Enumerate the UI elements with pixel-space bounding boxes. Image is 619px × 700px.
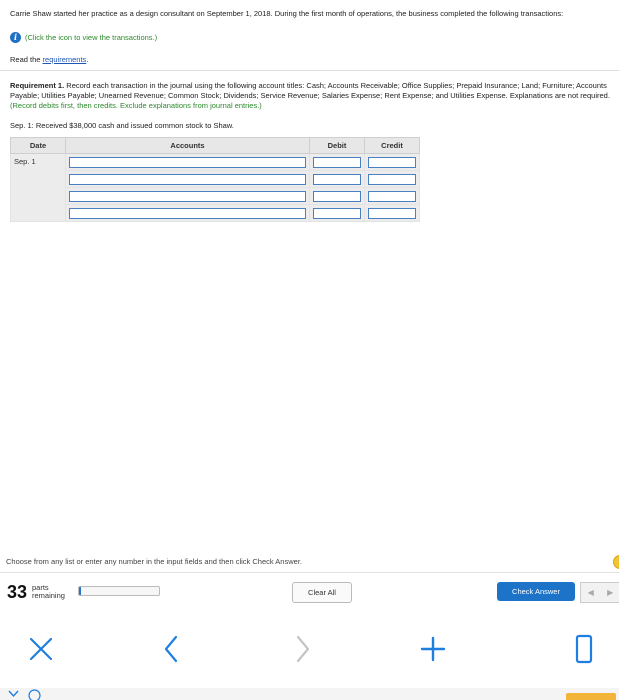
parts-label-line1: parts xyxy=(32,583,49,592)
bottom-instruction: Choose from any list or enter any number in the input fields and then click Check Answer. xyxy=(6,557,302,566)
account-input[interactable] xyxy=(69,157,306,168)
help-icon[interactable] xyxy=(613,555,619,569)
info-circle-icon[interactable] xyxy=(28,689,41,700)
read-requirements xyxy=(10,55,88,64)
part-navigation xyxy=(580,582,619,603)
debit-input[interactable] xyxy=(313,157,361,168)
status-tab xyxy=(566,693,616,700)
add-icon[interactable] xyxy=(416,632,450,666)
forward-icon[interactable] xyxy=(285,632,319,666)
debit-input[interactable] xyxy=(313,174,361,185)
hint-text[interactable]: (Click the icon to view the transactions.) xyxy=(25,32,158,42)
account-input[interactable] xyxy=(69,191,306,202)
section-divider xyxy=(0,70,619,71)
check-answer-button[interactable]: Check Answer xyxy=(497,582,575,601)
table-row xyxy=(11,205,420,222)
parts-count: 33 xyxy=(7,582,28,602)
progress-fill xyxy=(79,587,81,595)
credit-input[interactable] xyxy=(368,157,416,168)
footer-divider xyxy=(0,572,619,573)
table-row xyxy=(11,171,420,188)
clear-all-button[interactable]: Clear All xyxy=(292,582,352,603)
progress-bar xyxy=(78,586,160,596)
requirement-label: Requirement 1. xyxy=(10,81,65,90)
debit-header: Debit xyxy=(310,138,365,154)
transactions-hint xyxy=(10,31,157,43)
credit-input[interactable] xyxy=(368,174,416,185)
journal-table xyxy=(10,137,420,222)
chevron-down-icon[interactable] xyxy=(7,689,20,700)
table-row xyxy=(11,154,420,171)
debit-input[interactable] xyxy=(313,208,361,219)
next-part-icon[interactable]: ▶ xyxy=(607,588,614,597)
account-input[interactable] xyxy=(69,208,306,219)
back-icon[interactable] xyxy=(155,632,189,666)
intro-text: Carrie Shaw started her practice as a design consultant on September 1, 2018. During the first month of operations, the business completed the following transactions: xyxy=(10,9,564,18)
close-icon[interactable] xyxy=(24,632,58,666)
requirements-link[interactable]: requirements xyxy=(42,55,87,64)
requirement-text xyxy=(10,81,610,111)
requirement-instruction: (Record debits first, then credits. Exclude explanations from journal entries.) xyxy=(10,101,262,110)
requirement-body: Record each transaction in the journal using the following account titles: Cash; Accounts Receivable; Office Supplies; Prepaid Insurance; Land; Furniture; Accounts Payable; Utilities Payable; Unearned Revenue; Common Stock; Dividends; Service Revenue; Salaries Expense; Rent Expense; and Utilities Expense. Explanations are not required. xyxy=(10,81,610,100)
accounts-header: Accounts xyxy=(66,138,310,154)
info-icon[interactable]: i xyxy=(10,32,21,43)
parts-label xyxy=(32,584,65,600)
device-icon[interactable] xyxy=(567,632,601,666)
transaction-description: Sep. 1: Received $38,000 cash and issued common stock to Shaw. xyxy=(10,121,234,130)
credit-input[interactable] xyxy=(368,191,416,202)
date-header: Date xyxy=(11,138,66,154)
bottom-strip xyxy=(0,688,619,700)
previous-part-icon[interactable]: ◀ xyxy=(587,588,594,597)
credit-input[interactable] xyxy=(368,208,416,219)
date-cell: Sep. 1 xyxy=(11,154,66,222)
read-prefix: Read the xyxy=(10,55,43,64)
account-input[interactable] xyxy=(69,174,306,185)
debit-input[interactable] xyxy=(313,191,361,202)
read-suffix: . xyxy=(86,55,89,64)
credit-header: Credit xyxy=(365,138,420,154)
parts-label-line2: remaining xyxy=(32,591,65,600)
table-row xyxy=(11,188,420,205)
